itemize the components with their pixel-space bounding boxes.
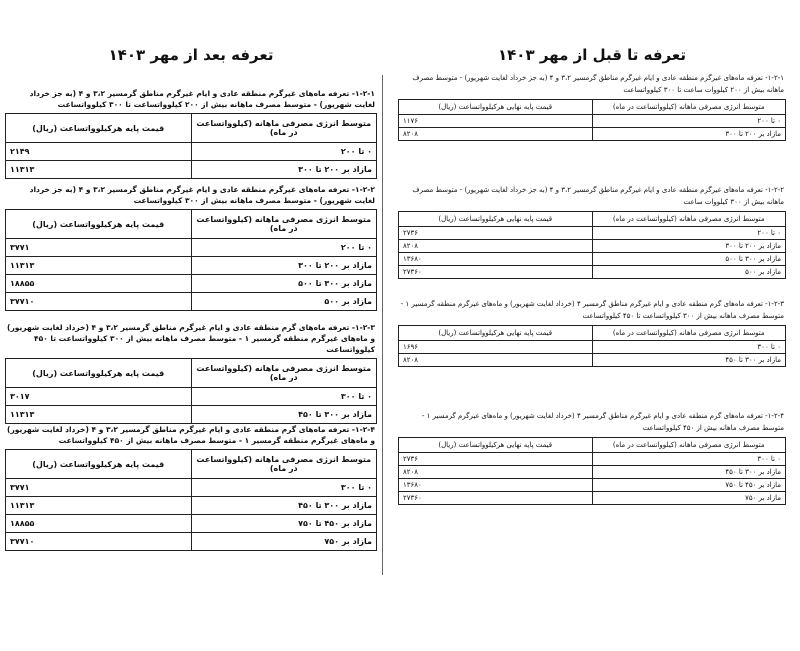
price-header: قیمت پایه هرکیلوواتساعت (ریال): [6, 210, 192, 239]
table-row: مازاد بر ۳۰۰ تا ۴۵۰ ۱۱۳۱۳: [6, 497, 377, 515]
table-row: ۰ تا ۳۰۰ ۳۷۷۱: [6, 479, 377, 497]
section-note: ۱-۲-۳- تعرفه ماه‌های گرم منطقه عادی و ایام غیرگرم مناطق گرمسیر ۳،۲ و ۴ (خرداد لغایت شهریور) و ماه‌های غیرگرم منطقه گرمسیر ۱ - متوسط مصرف ماهانه بیش از ۳۰۰ کیلوواتساعت تا ۴۵۰ کیلوواتساعت: [7, 323, 375, 354]
after-section-4: [5, 424, 377, 551]
table-row: ۰ تا ۳۰۰ ۳۰۱۷: [6, 388, 377, 406]
tariff-table: [398, 99, 786, 141]
table-row: ۰ تا ۲۰۰ ۱۱۷۶: [399, 115, 786, 128]
consumption-header: متوسط انرژی مصرفی ماهانه (کیلوواتساعت در ماه): [191, 210, 377, 239]
consumption-header: متوسط انرژی مصرفی ماهانه (کیلوواتساعت در ماه): [592, 438, 786, 453]
price-header: قیمت پایه نهایی هرکیلوواتساعت (ریال): [399, 326, 593, 341]
consumption-header: متوسط انرژی مصرفی ماهانه (کیلوواتساعت در ماه): [191, 359, 377, 388]
section-note: ۱-۲-۲- تعرفه ماه‌های غیرگرم منطقه عادی و ایام غیرگرم مناطق گرمسیر ۳،۲ و ۴ (به جز خرداد لغایت شهریور) - متوسط مصرف ماهانه بیش از ۳۰۰ کیلوواتساعت: [29, 185, 375, 205]
table-row: ۰ تا ۲۰۰ ۳۷۷۱: [6, 239, 377, 257]
table-row: مازاد بر ۷۵۰ ۳۷۷۱۰: [6, 533, 377, 551]
consumption-header: متوسط انرژی مصرفی ماهانه (کیلوواتساعت در ماه): [592, 100, 786, 115]
table-row: مازاد بر ۴۵۰ تا ۷۵۰ ۱۳۶۸۰: [399, 479, 786, 492]
tariff-table: [398, 325, 786, 367]
before-section-3: [398, 298, 786, 367]
before-column: [398, 0, 786, 651]
tariff-table: [5, 209, 377, 311]
section-note: ۱-۲-۴- تعرفه ماه‌های گرم منطقه عادی و ایام غیرگرم مناطق گرمسیر ۳،۲ و ۴ (خرداد لغایت شهریور) و ماه‌های غیرگرم منطقه گرمسیر ۱ - متوسط مصرف ماهانه بیش از ۴۵۰ کیلوواتساعت: [7, 425, 375, 445]
section-note: ۱-۲-۱- تعرفه ماه‌های غیرگرم منطقه عادی و ایام غیرگرم مناطق گرمسیر ۳،۲ و ۴ (به جز خرداد لغایت شهریور) - متوسط مصرف ماهانه بیش از ۲۰۰ کیلووات ساعت تا ۳۰۰ کیلوواتساعت: [412, 74, 784, 94]
tariff-table: [398, 437, 786, 505]
table-row: مازاد بر ۲۰۰ تا ۳۰۰ ۱۱۳۱۳: [6, 161, 377, 179]
price-header: قیمت پایه نهایی هرکیلوواتساعت (ریال): [399, 100, 593, 115]
after-title: تعرفه بعد از مهر ۱۴۰۳: [108, 46, 274, 64]
after-section-1: [5, 88, 377, 179]
table-row: مازاد بر ۵۰۰ ۲۷۳۶۰: [399, 266, 786, 279]
price-header: قیمت پایه هرکیلوواتساعت (ریال): [6, 114, 192, 143]
price-header: قیمت پایه هرکیلوواتساعت (ریال): [6, 450, 192, 479]
section-note: ۱-۲-۳- تعرفه ماه‌های گرم منطقه عادی و ایام غیرگرم مناطق گرمسیر ۴ (خرداد لغایت شهریور) و ماه‌های غیرگرم منطقه گرمسیر ۱ - متوسط مصرف ماهانه بیش از ۳۰۰ کیلوواتساعت تا ۴۵۰ کیلوواتساعت: [400, 300, 784, 320]
before-section-4: [398, 410, 786, 505]
tariff-table: [5, 113, 377, 179]
section-note: ۱-۲-۱- تعرفه ماه‌های غیرگرم منطقه عادی و ایام غیرگرم مناطق گرمسیر ۳،۲ و ۴ (به جز خرداد لغایت شهریور) - متوسط مصرف ماهانه بیش از ۲۰۰ کیلوواتساعت تا ۳۰۰ کیلوواتساعت: [29, 89, 375, 109]
price-header: قیمت پایه هرکیلوواتساعت (ریال): [6, 359, 192, 388]
before-title: تعرفه تا قبل از مهر ۱۴۰۳: [498, 46, 686, 64]
tariff-table: [5, 358, 377, 424]
table-row: مازاد بر ۲۰۰ تا ۳۰۰ ۸۲۰۸: [399, 240, 786, 253]
column-divider: [382, 75, 383, 575]
consumption-header: متوسط انرژی مصرفی ماهانه (کیلوواتساعت در ماه): [191, 450, 377, 479]
consumption-header: متوسط انرژی مصرفی ماهانه (کیلوواتساعت در ماه): [592, 326, 786, 341]
price-header: قیمت پایه نهایی هرکیلوواتساعت (ریال): [399, 212, 593, 227]
table-row: ۰ تا ۳۰۰ ۱۶۹۶: [399, 341, 786, 354]
consumption-header: متوسط انرژی مصرفی ماهانه (کیلوواتساعت در ماه): [191, 114, 377, 143]
table-row: مازاد بر ۴۵۰ تا ۷۵۰ ۱۸۸۵۵: [6, 515, 377, 533]
tariff-table: [5, 449, 377, 551]
table-row: مازاد بر ۵۰۰ ۳۷۷۱۰: [6, 293, 377, 311]
tariff-table: [398, 211, 786, 279]
after-section-2: [5, 184, 377, 311]
price-header: قیمت پایه نهایی هرکیلوواتساعت (ریال): [399, 438, 593, 453]
consumption-header: متوسط انرژی مصرفی ماهانه (کیلوواتساعت در ماه): [592, 212, 786, 227]
table-row: ۰ تا ۲۰۰ ۲۷۳۶: [399, 227, 786, 240]
table-row: مازاد بر ۲۰۰ تا ۳۰۰ ۸۲۰۸: [399, 128, 786, 141]
table-row: مازاد بر ۳۰۰ تا ۴۵۰ ۸۲۰۸: [399, 466, 786, 479]
after-column: [5, 0, 377, 651]
table-row: مازاد بر ۳۰۰ تا ۵۰۰ ۱۳۶۸۰: [399, 253, 786, 266]
table-row: مازاد بر ۲۰۰ تا ۳۰۰ ۱۱۳۱۳: [6, 257, 377, 275]
table-row: مازاد بر ۳۰۰ تا ۴۵۰ ۱۱۳۱۳: [6, 406, 377, 424]
table-row: مازاد بر ۳۰۰ تا ۴۵۰ ۸۲۰۸: [399, 354, 786, 367]
table-row: ۰ تا ۲۰۰ ۲۱۴۹: [6, 143, 377, 161]
table-row: ۰ تا ۳۰۰ ۲۷۳۶: [399, 453, 786, 466]
table-row: مازاد بر ۷۵۰ ۲۷۳۶۰: [399, 492, 786, 505]
table-row: مازاد بر ۳۰۰ تا ۵۰۰ ۱۸۸۵۵: [6, 275, 377, 293]
section-note: ۱-۲-۲- تعرفه ماه‌های غیرگرم منطقه عادی و ایام غیرگرم مناطق گرمسیر ۳،۲ و ۴ (به جز خرداد لغایت شهریور) - متوسط مصرف ماهانه بیش از ۳۰۰ کیلووات ساعت: [412, 186, 784, 206]
after-section-3: [5, 322, 377, 424]
before-section-1: [398, 72, 786, 141]
section-note: ۱-۲-۴- تعرفه ماه‌های گرم منطقه عادی و ایام غیرگرم مناطق گرمسیر ۴ (خرداد لغایت شهریور) و ماه‌های غیرگرم گرمسیر ۱ - متوسط مصرف ماهانه بیش از ۴۵۰ کیلوواتساعت: [421, 412, 784, 432]
before-section-2: [398, 184, 786, 279]
